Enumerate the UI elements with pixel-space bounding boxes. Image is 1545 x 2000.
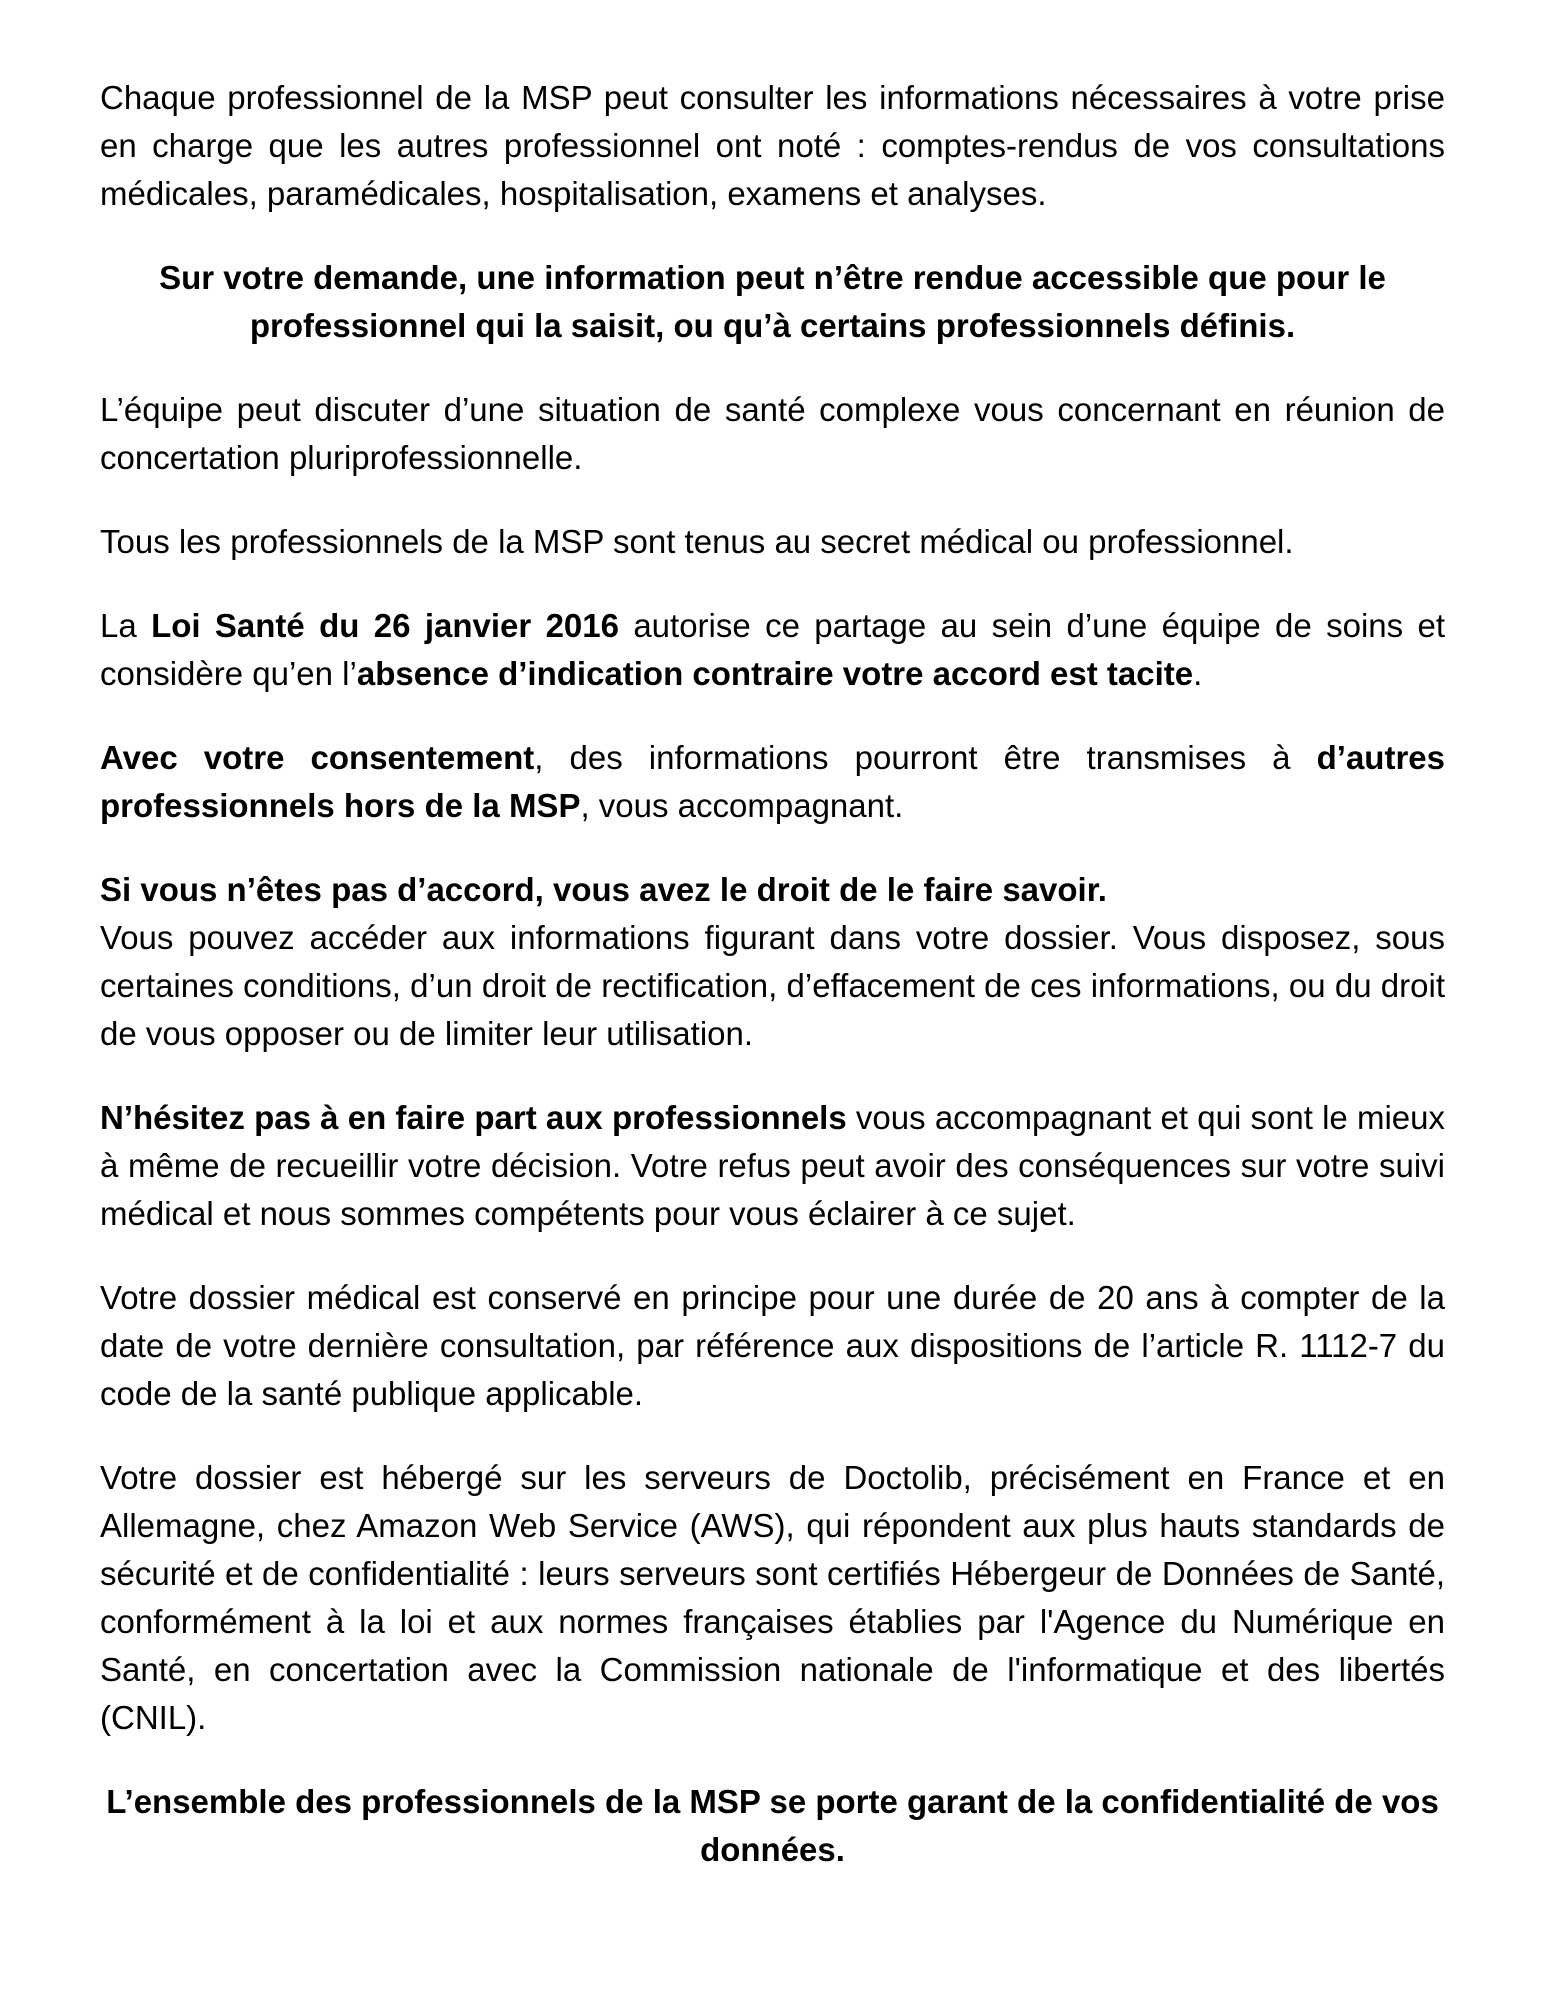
paragraph-4 bbox=[100, 518, 1445, 566]
bold-text-run: N’hésitez pas à en faire part aux professionnels bbox=[100, 1099, 847, 1136]
paragraph-6 bbox=[100, 734, 1445, 830]
paragraph-2 bbox=[100, 254, 1445, 350]
text-run: , vous accompagnant. bbox=[580, 787, 904, 824]
text-run: Tous les professionnels de la MSP sont tenus au secret médical ou professionnel. bbox=[100, 523, 1294, 560]
paragraph-1 bbox=[100, 74, 1445, 218]
text-run: Votre dossier est hébergé sur les serveurs de Doctolib, précisément en France et en Allemagne, chez Amazon Web Service (AWS), qui répondent aux plus hauts standards de sécurité et de confidentialité : leurs serveurs sont certifiés Hébergeur de Données de Santé, conformément à la loi et aux normes françaises établies par l'Agence du Numérique en Santé, en concertation avec la Commission nationale de l'informatique et des libertés (CNIL). bbox=[100, 1459, 1445, 1736]
bold-text-run: Sur votre demande, une information peut n’être rendue accessible que pour le professionnel qui la saisit, ou qu’à certains professionnels définis. bbox=[159, 259, 1386, 344]
text-run: vous accompagnant et qui sont le mieux à même de recueillir votre décision. Votre refus peut avoir des conséquences sur votre suivi médical et nous sommes compétents pour vous éclairer à ce sujet. bbox=[100, 1099, 1445, 1232]
bold-text-run: Avec votre consentement bbox=[100, 739, 535, 776]
text-run: Chaque professionnel de la MSP peut consulter les informations nécessaires à votre prise en charge que les autres professionnel ont noté : comptes-rendus de vos consultations médicales, paramédicales, hospitalisation, examens et analyses. bbox=[100, 79, 1445, 212]
paragraph-10 bbox=[100, 1454, 1445, 1742]
paragraph-7 bbox=[100, 866, 1445, 1058]
text-run: , des informations pourront être transmises à bbox=[534, 739, 1317, 776]
text-run: L’équipe peut discuter d’une situation de santé complexe vous concernant en réunion de concertation pluriprofessionnelle. bbox=[100, 391, 1445, 476]
paragraph-9 bbox=[100, 1274, 1445, 1418]
bold-text-run: absence d’indication contraire votre accord est tacite bbox=[356, 655, 1194, 692]
text-run: autorise ce partage au sein d’une équipe de soins et considère qu’en l’ bbox=[100, 607, 1445, 692]
text-run: Vous pouvez accéder aux informations figurant dans votre dossier. Vous disposez, sous certaines conditions, d’un droit de rectification, d’effacement de ces informations, ou du droit de vous opposer ou de limiter leur utilisation. bbox=[100, 919, 1445, 1052]
text-run: . bbox=[1193, 655, 1203, 692]
document-body bbox=[100, 74, 1445, 1874]
text-run: Votre dossier médical est conservé en principe pour une durée de 20 ans à compter de la date de votre dernière consultation, par référence aux dispositions de l’article R. 1112-7 du code de la santé publique applicable. bbox=[100, 1279, 1445, 1412]
text-run: La bbox=[100, 607, 152, 644]
paragraph-11 bbox=[100, 1778, 1445, 1874]
bold-text-run: Loi Santé du 26 janvier 2016 bbox=[151, 607, 619, 644]
bold-text-run: Si vous n’êtes pas d’accord, vous avez le droit de le faire savoir. bbox=[100, 871, 1107, 908]
paragraph-5 bbox=[100, 602, 1445, 698]
bold-text-run: L’ensemble des professionnels de la MSP se porte garant de la confidentialité de vos données. bbox=[106, 1783, 1439, 1868]
paragraph-3 bbox=[100, 386, 1445, 482]
paragraph-8 bbox=[100, 1094, 1445, 1238]
bold-text-run: d’autres professionnels hors de la MSP bbox=[100, 739, 1445, 824]
